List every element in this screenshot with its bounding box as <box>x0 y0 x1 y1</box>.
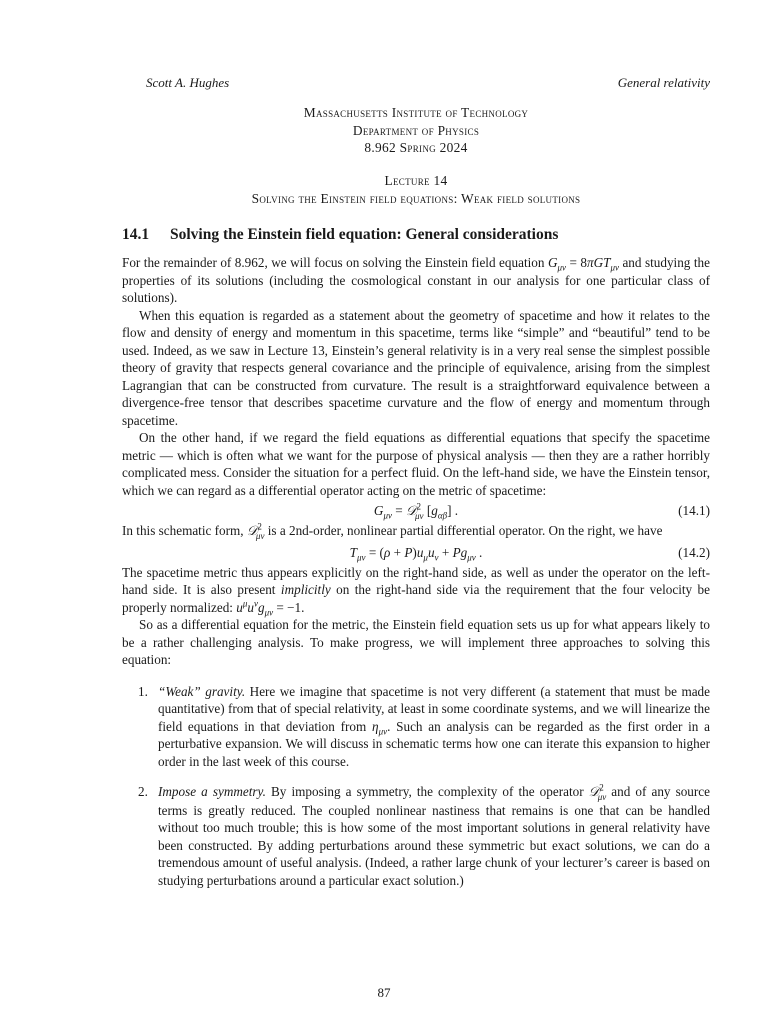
section-heading <box>122 226 558 244</box>
header-author: Scott A. Hughes <box>146 75 230 90</box>
p4-text-b: is a 2nd-order, nonlinear partial differential operator. On the right, we have <box>264 523 663 538</box>
list-item-lead: “Weak” gravity. <box>158 683 246 699</box>
page-number: 87 <box>377 985 391 1000</box>
list-item-text-b: and of any source terms is greatly reduced. The coupled nonlinear nastiness that remains is one that can be handled without too much trouble; this is how some of the most important solutions in general relativity have been constructed. By adding perturbations around these symmetric but exact solutions, we can do a tremendous amount of useful analysis. (Indeed, a rather large chunk of your lecturer’s career is based on studying perturbations around a particular exact solution.) <box>158 784 710 888</box>
paragraph-2: When this equation is regarded as a statement about the geometry of spacetime and how it relates to the flow and density of energy and momentum in this spacetime, terms like “simple” and “beautiful” tend to be used. Indeed, as we saw in Lecture 13, Einstein’s general relativity is in a very real sense the simplest possible theory of gravity that respects general covariance and the principle of equivalence, arising from the simplest Lagrangian that can be constructed from curvature. The result is a straightforward equivalence between a divergence-free tensor that describes spacetime curvature and the flow of energy and momentum through spacetime. <box>122 307 710 428</box>
institute-name: Massachusetts Institute of Technology <box>303 105 529 120</box>
list-item: 2. Impose a symmetry. By imposing a symmetry, the complexity of the operator 𝒟$^2_{\mu\nu}$ and of any source terms is greatly reduced. The coupled nonlinear nastiness that remains is one that can be handled without too much trouble; this is how some of the most important solutions in general relativity have been constructed. By adding perturbations around these symmetric but exact solutions, we can do a tremendous amount of useful analysis. (Indeed, a rather large chunk of your lecturer’s career is based on studying perturbations around a particular exact solution.) <box>138 782 710 888</box>
list-item-text-b: . Such an analysis can be regarded as the first order in a perturbative expansion. We will discuss in schematic terms how one can iterate this expansion to higher order in the last week of this course. <box>158 718 710 769</box>
list-marker: 2. <box>138 784 148 799</box>
department-name: Department of Physics <box>352 122 480 138</box>
list-item-lead: Impose a symmetry. <box>158 784 266 799</box>
lecture-number: Lecture 14 <box>384 173 448 188</box>
p1-text-a: For the remainder of 8.962, we will focus on solving the Einstein field equation <box>122 255 548 270</box>
equation-14-2: $T_{\mu\nu} = (\rho + P)u_\mu u_\nu + Pg_{\mu\nu}$ . (14.2) <box>122 542 710 563</box>
course-name: 8.962 Spring 2024 <box>364 140 468 155</box>
list-item: 1. “Weak” gravity. Here we imagine that spacetime is not very different (a statement that must be made quantitative) from that of special relativity, at least in some coordinate systems, and we will linearize the field equations in that deviation from $\eta_{\mu\nu}$. Such an analysis can be regarded as the first order in a perturbative expansion. We will discuss in schematic terms how one can iterate this expansion to higher order in the last week of this course. <box>138 683 711 769</box>
list-item-text-a: By imposing a symmetry, the complexity of the operator <box>265 784 589 799</box>
p1-text-b: and studying the properties of its solutions (including the cosmological constant in our analysis for one particular class of solutions). <box>122 255 710 305</box>
p5-text-b: on the right-hand side via the requirement that the four velocity be properly normalized: <box>122 582 710 615</box>
lecture-title: Solving the Einstein field equations: Weak field solutions <box>251 190 581 206</box>
approach-list <box>122 683 710 890</box>
p5-text-a: The spacetime metric thus appears explicitly on the right-hand side, as well as under the operator on the left-hand side. It is also present <box>122 564 710 597</box>
lecture-heading <box>122 172 710 207</box>
paragraph-4: In this schematic form, 𝒟$^2_{\mu\nu}$ is a 2nd-order, nonlinear partial differential operator. On the right, we have <box>122 521 663 541</box>
section-number: 14.1 <box>122 226 150 243</box>
list-marker: 1. <box>138 683 148 699</box>
paragraph-6: So as a differential equation for the metric, the Einstein field equation sets us up for what appears likely to be a rather challenging analysis. To make progress, we will implement three approaches to solving this equation: <box>122 617 710 667</box>
section-title: Solving the Einstein field equation: General considerations <box>170 226 559 243</box>
p4-text-a: In this schematic form, <box>122 523 247 538</box>
equation-14-1: $G_{\mu\nu}$ = 𝒟$^2_{\mu\nu}$ $[g_{\alpha\beta}]$ . (14.1) <box>373 501 710 521</box>
paragraph-3: On the other hand, if we regard the field equations as differential equations that specify the spacetime metric — which is often what we want for the purpose of physical analysis — then they are a rather horribly complicated mess. Consider the situation for a perfect fluid. On the left-hand side, we have the Einstein tensor, which we can regard as a differential operator acting on the metric of spacetime: <box>122 430 710 498</box>
paragraph-1: For the remainder of 8.962, we will focus on solving the Einstein field equation $G_{\mu\nu} = 8\pi GT_{\mu\nu}$ and studying the properties of its solutions (including the cosmological constant in our analysis for one particular class of solutions). <box>122 255 710 305</box>
list-item-text-a: Here we imagine that spacetime is not very different (a statement that must be made quantitative) from that of special relativity, at least in some coordinate systems, and we will linearize the field equations in that deviation from <box>158 683 711 734</box>
equation-number: (14.1) <box>678 503 710 518</box>
p5-emphasis: implicitly <box>280 582 331 597</box>
body-text <box>122 254 710 902</box>
title-block <box>122 104 710 157</box>
header-topic: General relativity <box>617 75 710 90</box>
paragraph-5: The spacetime metric thus appears explicitly on the right-hand side, as well as under the operator on the left-hand side. It is also present implicitly on the right-hand side via the requirement that the four velocity be properly normalized: $u^\mu u^\nu g_{\mu\nu} = -1$. <box>122 564 710 618</box>
equation-number: (14.2) <box>678 544 710 560</box>
